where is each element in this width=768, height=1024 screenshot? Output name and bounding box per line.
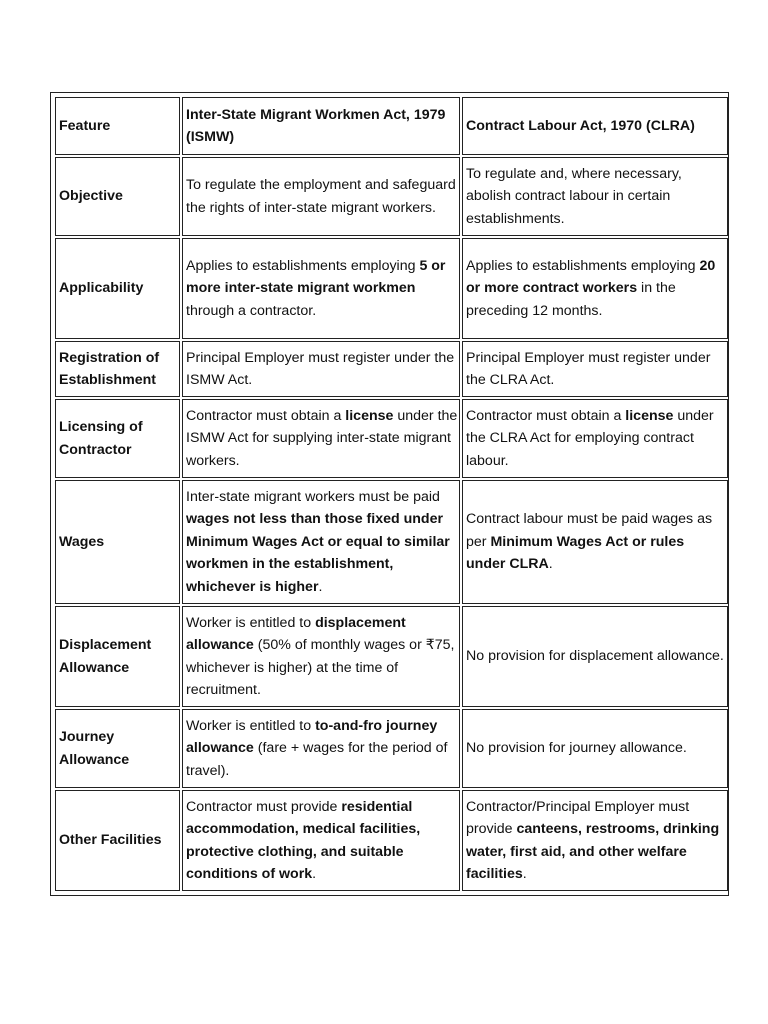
comparison-table [50,92,729,896]
cell-text: . [318,578,323,595]
cell-text: . [522,866,527,882]
header-feature: Feature [55,97,180,155]
clra-cell [462,709,728,788]
ismw-cell [182,709,460,788]
cell-text: (50% of monthly wages or ₹75, whichever is higher) at the time of recruitment. [186,637,455,698]
feature-cell: Displacement Allowance [55,606,180,707]
table-row [55,709,728,788]
bold-text: displacement allowance [186,614,406,653]
cell-text: (fare + wages for the period of travel). [186,740,448,779]
bold-text: residential accommodation, medical facilities, protective clothing, and suitable conditions of work [186,798,421,882]
clra-cell [462,399,728,478]
cell-text: under the ISMW Act for supplying inter-state migrant workers. [186,407,458,469]
clra-cell [462,480,728,604]
cell-text: Applies to establishments employing [466,257,700,274]
feature-cell: Other Facilities [55,790,180,891]
bold-text: 5 or more inter-state migrant workmen [186,257,446,297]
cell-text: Inter-state migrant workers must be paid [186,488,440,505]
ismw-cell [182,399,460,478]
ismw-cell [182,480,460,604]
feature-cell: Licensing of Contractor [55,399,180,478]
bold-text: to-and-fro journey allowance [186,717,438,757]
cell-text: Worker is entitled to [186,717,316,734]
cell-text: To regulate the employment and safeguard the rights of inter-state migrant workers. [186,177,456,216]
cell-text: . [548,556,553,573]
clra-cell [462,606,728,707]
bold-text: 20 or more contract workers [466,257,716,297]
cell-text: Contractor must provide [186,798,342,815]
cell-text: Principal Employer must register under the CLRA Act. [466,349,711,388]
ismw-cell [182,606,460,707]
cell-text: . [312,866,317,882]
clra-cell [462,157,728,236]
table-row [55,341,728,397]
bold-text: license [625,407,674,424]
ismw-cell [182,157,460,236]
cell-text: Contract labour must be paid wages as per [466,511,713,550]
ismw-cell [182,790,460,891]
table-row [55,480,728,604]
bold-text: Minimum Wages Act or rules under CLRA [466,533,685,573]
cell-text: No provision for displacement allowance. [466,648,724,665]
feature-cell: Objective [55,157,180,236]
cell-text: Applies to establishments employing [186,257,420,274]
clra-cell [462,238,728,339]
bold-text: canteens, restrooms, drinking water, first aid, and other welfare facilities [466,821,720,882]
cell-text: Contractor must obtain a [466,407,626,424]
feature-cell: Wages [55,480,180,604]
feature-cell: Journey Allowance [55,709,180,788]
clra-cell [462,341,728,397]
cell-text: Contractor/Principal Employer must provide [466,798,690,837]
bold-text: wages not less than those fixed under Minimum Wages Act or equal to similar workmen in the establishment, whichever is higher [186,511,450,595]
table-row [55,399,728,478]
header-ismw: Inter-State Migrant Workmen Act, 1979 (ISMW) [182,97,460,155]
table-row [55,606,728,707]
cell-text: No provision for journey allowance. [466,740,687,757]
ismw-cell [182,341,460,397]
table-row [55,157,728,236]
header-row [55,97,728,155]
feature-cell: Registration of Establishment [55,341,180,397]
clra-cell [462,790,728,891]
cell-text: Contractor must obtain a [186,407,346,424]
bold-text: license [345,407,394,424]
cell-text: under the CLRA Act for employing contract labour. [466,407,714,469]
cell-text: Principal Employer must register under the ISMW Act. [186,349,455,388]
cell-text: To regulate and, where necessary, abolish contract labour in certain establishments. [466,165,682,227]
table-row [55,790,728,891]
cell-text: through a contractor. [186,302,317,319]
header-clra: Contract Labour Act, 1970 (CLRA) [462,97,728,155]
feature-cell: Applicability [55,238,180,339]
table-row [55,238,728,339]
cell-text: in the preceding 12 months. [466,280,676,319]
ismw-cell [182,238,460,339]
cell-text: Worker is entitled to [186,614,316,631]
